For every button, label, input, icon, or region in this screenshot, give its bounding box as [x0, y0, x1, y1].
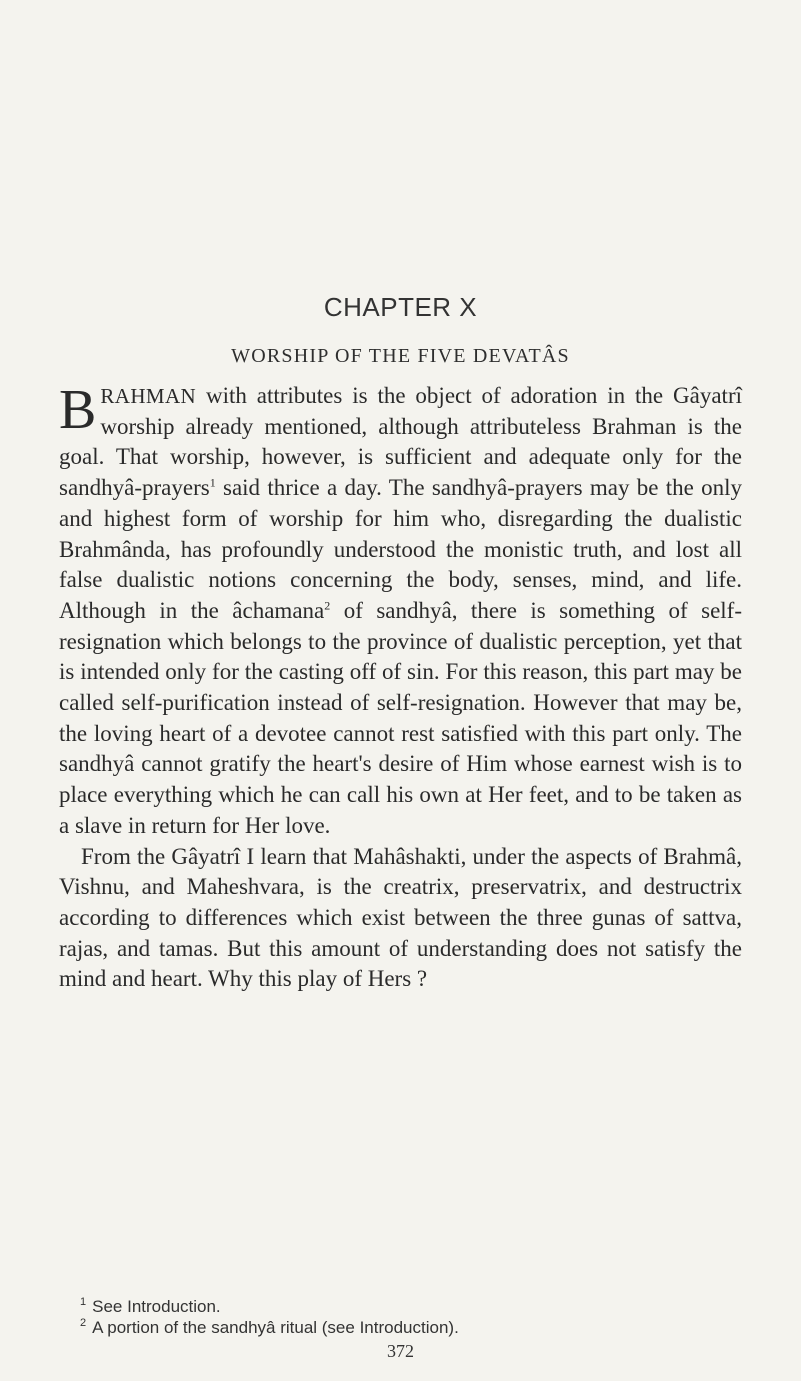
footnote-number: 1 — [80, 1296, 87, 1309]
paragraph-1-text-a: with attributes is the object of adoration in the Gâyatrî worship already mentioned, although attributeless Brahman is the goal. That worship, however, is sufficient and adequate only for the sandhyâ-prayers — [59, 383, 742, 501]
paragraph-1-text-b: said thrice a day. The sandhyâ-prayers may be the only and highest form of worship for him who, disregarding the dualistic Brahmânda, has profoundly understood the monistic truth, and lost all false dualistic notions concerning the body, senses, mind, and life. Although in the âchamana — [59, 475, 742, 623]
lead-word: RAHMAN — [100, 384, 197, 408]
footnote-text: See Introduction. — [92, 1297, 221, 1316]
footnotes — [80, 1296, 760, 1338]
paragraph-1 — [59, 381, 742, 842]
body-text — [59, 381, 742, 995]
paragraph-2: From the Gâyatrî I learn that Mahâshakti, under the aspects of Brahmâ, Vishnu, and Maheshvara, is the creatrix, preservatrix, and destructrix according to differences which exist between the three gunas of sattva, rajas, and tamas. But this amount of understanding does not satisfy the mind and heart. Why this play of Hers ? — [59, 843, 742, 992]
page-number: 372 — [387, 1341, 414, 1361]
paragraph-1-text-c: of sandhyâ, there is something of self-resignation which belongs to the province of dualistic perception, yet that is intended only for the casting off of sin. For this reason, this part may be called self-purification instead of self-resignation. However that may be, the loving heart of a devotee cannot rest satisfied with this part only. The sandhyâ cannot gratify the heart's desire of Him whose earnest wish is to place everything which he can call his own at Her feet, and to be taken as a slave in return for Her love. — [59, 597, 742, 838]
footnote-ref-1: 1 — [209, 475, 216, 490]
footnote-ref-2: 2 — [324, 598, 331, 613]
footnote-text: A portion of the sandhyâ ritual (see Introduction). — [92, 1318, 459, 1337]
footnote-1 — [80, 1296, 760, 1317]
chapter-heading: CHAPTER X — [323, 292, 478, 322]
footnote-number: 2 — [80, 1317, 87, 1330]
footnote-2 — [80, 1317, 760, 1338]
drop-cap: B — [59, 379, 97, 441]
chapter-title: WORSHIP OF THE FIVE DEVATÂS — [231, 345, 570, 367]
